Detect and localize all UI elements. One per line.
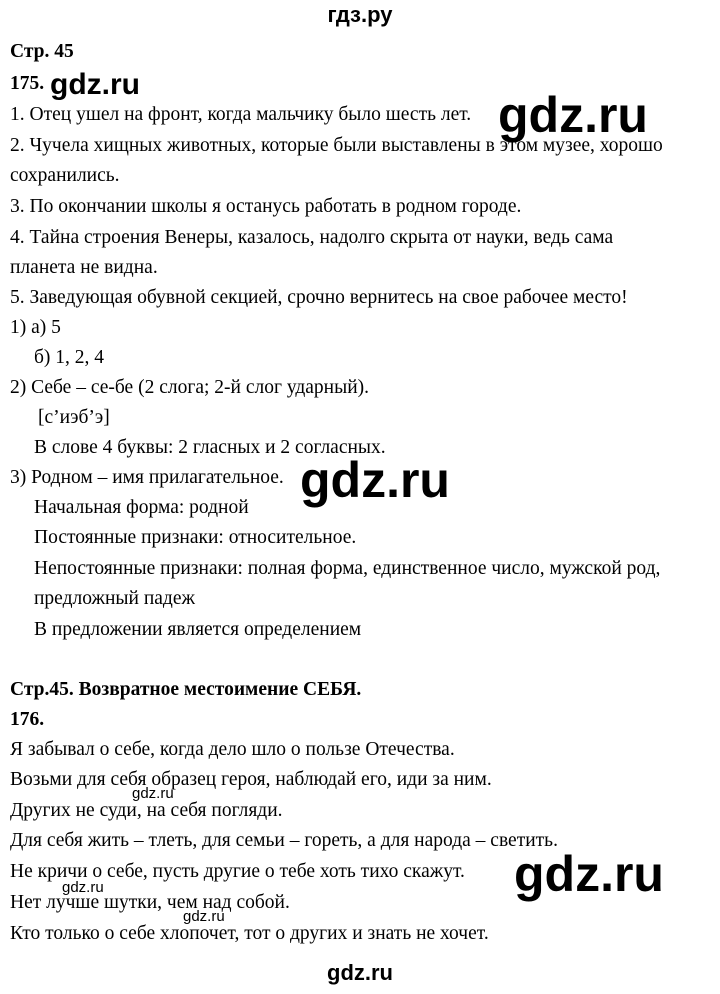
- analysis-line: Непостоянные признаки: полная форма, единственное число, мужской род,: [34, 558, 661, 579]
- analysis-line: Начальная форма: родной: [34, 497, 249, 518]
- watermark: gdz.ru: [498, 87, 648, 143]
- proverb-line: Не кричи о себе, пусть другие о тебе хоть тихо скажут.: [10, 861, 465, 882]
- answer-line: 3. По окончании школы я останусь работать в родном городе.: [10, 196, 522, 217]
- analysis-line: 3) Родном – имя прилагательное.: [10, 467, 284, 488]
- watermark: gdz.ru: [132, 785, 174, 802]
- answer-line: сохранились.: [10, 165, 120, 186]
- watermark: gdz.ru: [514, 846, 664, 902]
- watermark: gdz.ru: [183, 908, 225, 925]
- analysis-line: 2) Себе – се-бе (2 слога; 2-й слог ударный).: [10, 377, 370, 398]
- site-header: гдз.ру: [327, 2, 393, 27]
- watermark: gdz.ru: [62, 879, 104, 896]
- proverb-line: Нет лучше шутки, чем над собой.: [10, 892, 290, 913]
- answer-line: 4. Тайна строения Венеры, казалось, надолго скрыта от науки, ведь сама: [10, 227, 614, 248]
- proverb-line: Для себя жить – тлеть, для семьи – гореть, а для народа – светить.: [10, 830, 558, 851]
- analysis-line: Постоянные признаки: относительное.: [34, 527, 357, 548]
- transcription-line: [с’иэб’э]: [38, 407, 110, 428]
- site-footer: gdz.ru: [327, 960, 393, 985]
- proverb-line: Кто только о себе хлопочет, тот о других и знать не хочет.: [10, 923, 489, 944]
- analysis-line: б) 1, 2, 4: [34, 347, 105, 368]
- watermark: gdz.ru: [300, 452, 450, 508]
- analysis-line: предложный падеж: [34, 588, 195, 609]
- answer-line: 2. Чучела хищных животных, которые были выставлены в этом музее, хорошо: [10, 135, 663, 156]
- exercise-number: 176.: [10, 709, 45, 730]
- proverb-line: Я забывал о себе, когда дело шло о пользе Отечества.: [10, 739, 455, 760]
- analysis-line: 1) а) 5: [10, 317, 61, 338]
- answer-line: планета не видна.: [10, 257, 158, 278]
- analysis-line: В слове 4 буквы: 2 гласных и 2 согласных.: [34, 437, 386, 458]
- analysis-line: В предложении является определением: [34, 619, 362, 640]
- exercise-number: 175.: [10, 73, 45, 94]
- proverb-line: Возьми для себя образец героя, наблюдай его, иди за ним.: [10, 769, 492, 790]
- answer-line: 5. Заведующая обувной секцией, срочно вернитесь на свое рабочее место!: [10, 287, 628, 308]
- section-heading: Стр.45. Возвратное местоимение СЕБЯ.: [10, 679, 362, 700]
- proverb-line: Других не суди, на себя погляди.: [10, 800, 283, 821]
- page-label: Стр. 45: [10, 41, 74, 62]
- answer-line: 1. Отец ушел на фронт, когда мальчику было шесть лет.: [10, 104, 472, 125]
- watermark: gdz.ru: [50, 68, 140, 101]
